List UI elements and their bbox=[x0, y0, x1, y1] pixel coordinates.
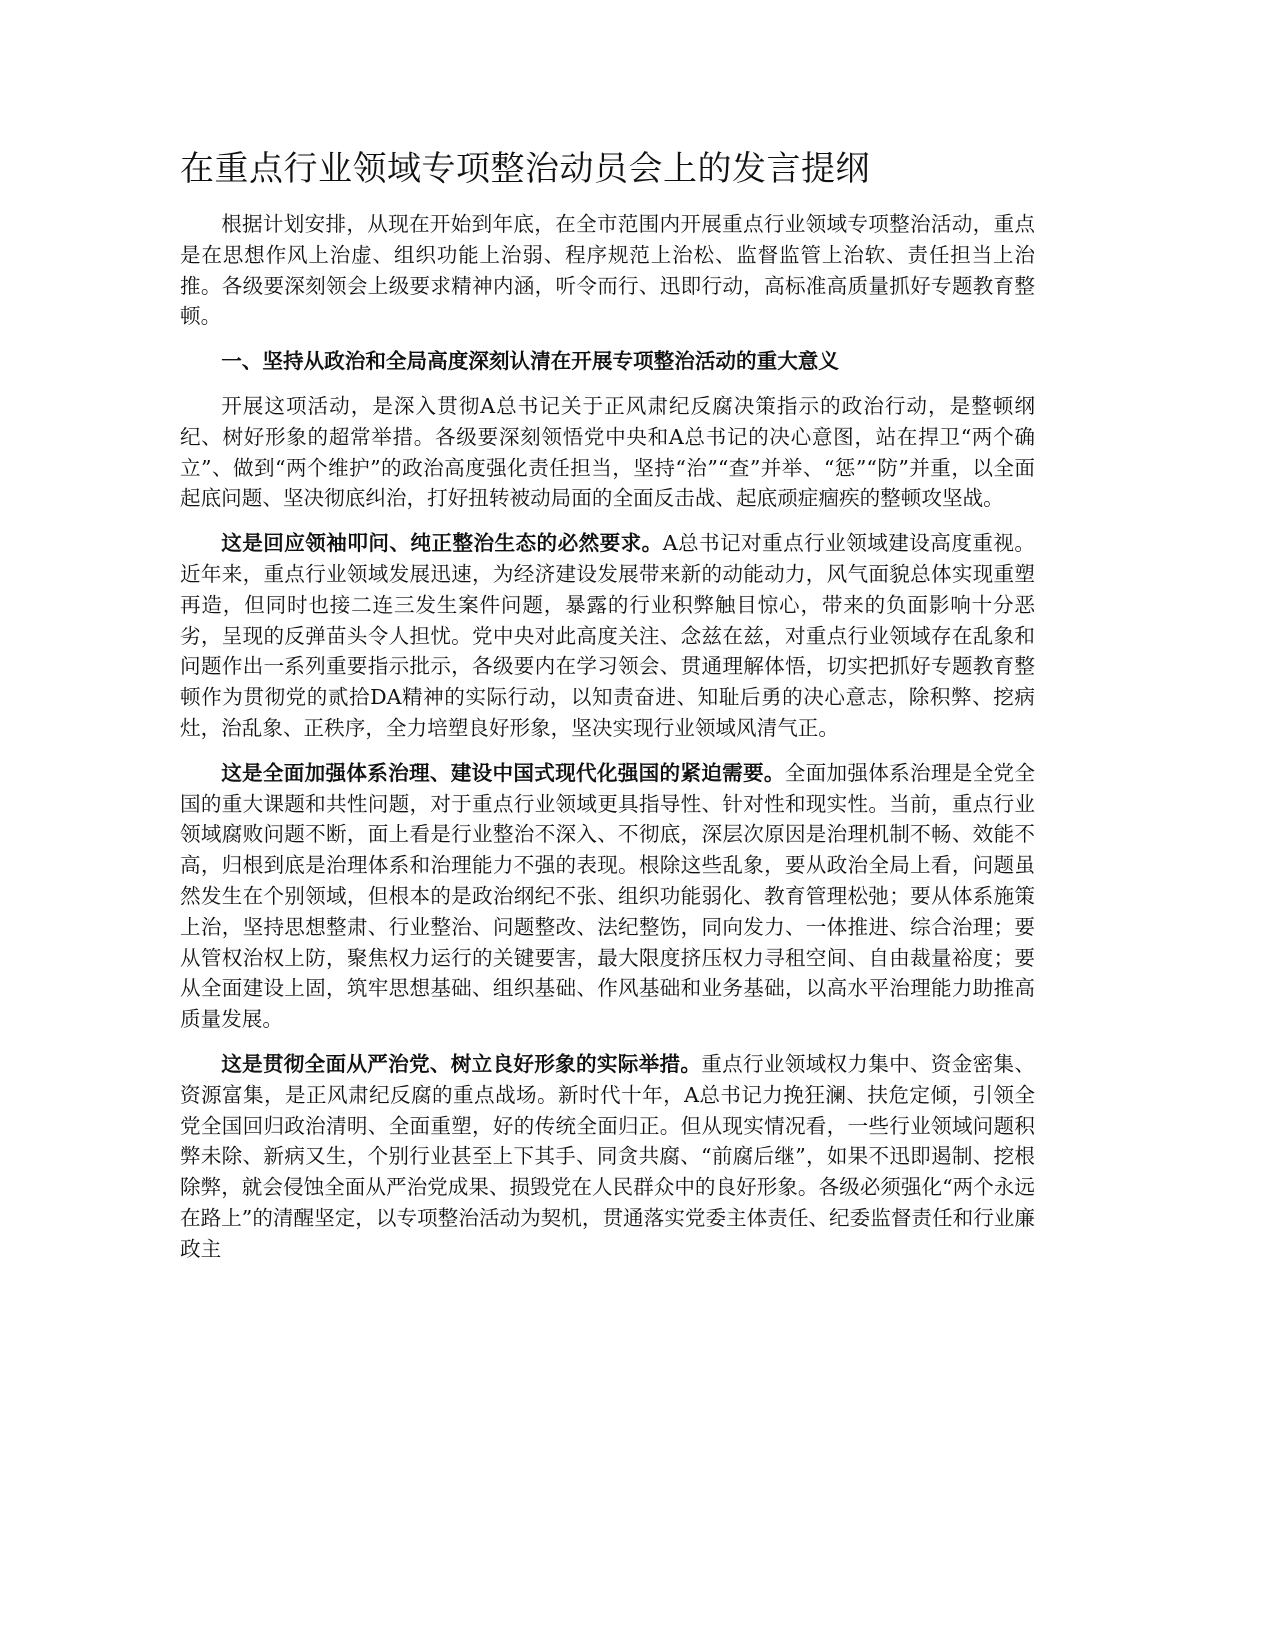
paragraph-2-lead: 这是回应领袖叩问、纯正整治生态的必然要求。 bbox=[221, 531, 663, 556]
paragraph-2-body: A总书记对重点行业领域建设高度重视。近年来，重点行业领域发展迅速，为经济建设发展带来新的动能动力，风气面貌总体实现重塑再造，但同时也接二连三发生案件问题，暴露的行业积弊触目惊心，带来的负面影响十分恶劣，呈现的反弹苗头令人担忧。党中央对此高度关注、念兹在兹，对重点行业领域存在乱象和问题作出一系列重要指示批示，各级要内在学习领会、贯通理解体悟，切实把抓好专题教育整顿作为贯彻党的贰拾DA精神的实际行动，以知责奋进、知耻后勇的决心意志，除积弊、挖病灶，治乱象、正秩序，全力培塑良好形象，坚决实现行业领域风清气正。 bbox=[180, 531, 1035, 740]
section-paragraph-1: 开展这项活动，是深入贯彻A总书记关于正风肃纪反腐决策指示的政治行动，是整顿纲纪、树好形象的超常举措。各级要深刻领悟党中央和A总书记的决心意图，站在捍卫“两个确立”、做到“两个维护”的政治高度强化责任担当，坚持“治”“查”并举、“惩”“防”并重，以全面起底问题、坚决彻底纠治，打好扭转被动局面的全面反击战、起底顽症痼疾的整顿攻坚战。 bbox=[180, 393, 1035, 511]
paragraph-4-body: 重点行业领域权力集中、资金密集、资源富集，是正风肃纪反腐的重点战场。新时代十年，A总书记力挽狂澜、扶危定倾，引领全党全国回归政治清明、全面重塑，好的传统全面归正。但从现实情况看，一些行业领域问题积弊未除、新病又生，个别行业甚至上下其手、同贪共腐、“前腐后继”，如果不迅即遏制、挖根除弊，就会侵蚀全面从严治党成果、损毁党在人民群众中的良好形象。各级必须强化“两个永远在路上”的清醒坚定，以专项整治活动为契机，贯通落实党委主体责任、纪委监督责任和行业廉政主 bbox=[180, 1051, 1036, 1261]
paragraph-4-lead: 这是贯彻全面从严治党、树立良好形象的实际举措。 bbox=[221, 1051, 702, 1076]
document-page bbox=[180, 146, 1035, 1279]
intro-paragraph: 根据计划安排，从现在开始到年底，在全市范围内开展重点行业领域专项整治活动，重点是在思想作风上治虚、组织功能上治弱、程序规范上治松、监督监管上治软、责任担当上治推。各级要深刻领会上级要求精神内涵，听令而行、迅即行动，高标准高质量抓好专题教育整顿。 bbox=[180, 212, 1035, 329]
section-paragraph-3 bbox=[180, 758, 1035, 1035]
paragraph-3-lead: 这是全面加强体系治理、建设中国式现代化强国的紧迫需要。 bbox=[221, 760, 785, 785]
page-title: 在重点行业领域专项整治动员会上的发言提纲 bbox=[180, 149, 870, 189]
section-heading: 一、坚持从政治和全局高度深刻认清在开展专项整治活动的重大意义 bbox=[221, 349, 839, 374]
section-paragraph-2 bbox=[180, 528, 1035, 744]
section-paragraph-4 bbox=[180, 1049, 1035, 1265]
paragraph-3-body: 全面加强体系治理是全党全国的重大课题和共性问题，对于重点行业领域更具指导性、针对性和现实性。当前，重点行业领域腐败问题不断，面上看是行业整治不深入、不彻底，深层次原因是治理机制不畅、效能不高，归根到底是治理体系和治理能力不强的表现。根除这些乱象，要从政治全局上看，问题虽然发生在个别领域，但根本的是政治纲纪不张、组织功能弱化、教育管理松弛；要从体系施策上治，坚持思想整肃、行业整治、问题整改、法纪整饬，同向发力、一体推进、综合治理；要从管权治权上防，聚焦权力运行的关键要害，最大限度挤压权力寻租空间、自由裁量裕度；要从全面建设上固，筑牢思想基础、组织基础、作风基础和业务基础，以高水平治理能力助推高质量发展。 bbox=[180, 760, 1036, 1032]
